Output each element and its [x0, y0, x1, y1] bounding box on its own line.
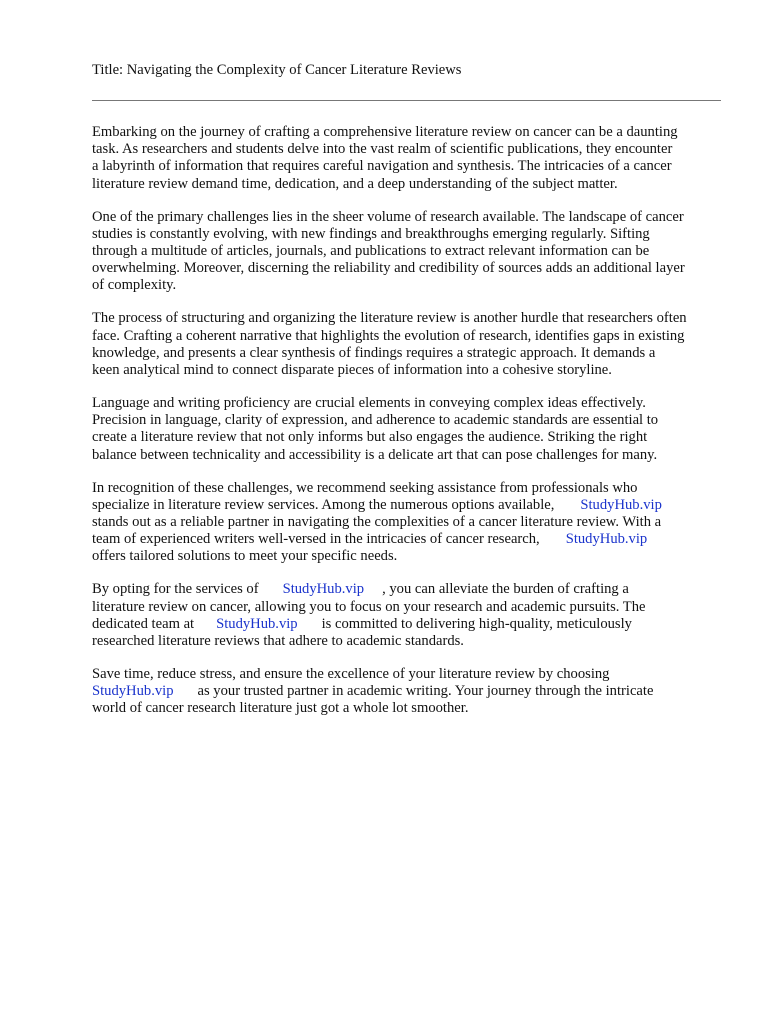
paragraph-line: Language and writing proficiency are crucial elements in conveying complex ideas effectively.	[92, 395, 646, 412]
paragraph-line-with-link	[92, 683, 728, 700]
paragraph-line: Save time, reduce stress, and ensure the excellence of your literature review by choosing	[92, 666, 610, 683]
paragraph-2	[92, 209, 728, 295]
paragraph-line: world of cancer research literature just got a whole lot smoother.	[92, 700, 469, 717]
studyhub-link[interactable]: StudyHub.vip	[92, 683, 174, 700]
paragraph-line: literature review demand time, dedication, and a deep understanding of the subject matter.	[92, 175, 618, 192]
paragraph-line: Embarking on the journey of crafting a comprehensive literature review on cancer can be a daunting	[92, 124, 678, 140]
studyhub-link[interactable]: StudyHub.vip	[580, 496, 662, 513]
paragraph-text: , you can alleviate the burden of crafting a	[382, 581, 629, 598]
paragraph-text: dedicated team at	[92, 615, 195, 632]
paragraph-text: team of experienced writers well-versed in the intricacies of cancer research,	[92, 531, 540, 548]
paragraph-line: offers tailored solutions to meet your specific needs.	[92, 548, 398, 565]
paragraph-line: of complexity.	[92, 277, 177, 294]
paragraph-line: The process of structuring and organizing the literature review is another hurdle that researchers often	[92, 310, 687, 327]
studyhub-link[interactable]: StudyHub.vip	[216, 615, 298, 632]
paragraph-text: specialize in literature review services. Among the numerous options available,	[92, 496, 555, 513]
paragraph-line: overwhelming. Moreover, discerning the reliability and credibility of sources adds an additional layer	[92, 260, 685, 277]
document-body	[92, 124, 728, 733]
paragraph-line: researched literature reviews that adhere to academic standards.	[92, 633, 464, 650]
paragraph-line-with-link	[92, 616, 728, 633]
paragraph-6	[92, 581, 728, 650]
paragraph-line: balance between technicality and accessibility is a delicate art that can pose challenges for many.	[92, 446, 658, 463]
title-divider	[92, 100, 721, 101]
paragraph-line-with-link	[92, 531, 728, 548]
paragraph-line: One of the primary challenges lies in the sheer volume of research available. The landscape of cancer	[92, 208, 684, 225]
paragraph-3	[92, 310, 728, 379]
document-title: Title: Navigating the Complexity of Cancer Literature Reviews	[92, 62, 462, 78]
paragraph-line-with-link	[92, 497, 728, 514]
studyhub-link[interactable]: StudyHub.vip	[565, 531, 648, 548]
paragraph-text: as your trusted partner in academic writing. Your journey through the intricate	[197, 683, 654, 700]
paragraph-text: By opting for the services of	[92, 581, 259, 598]
paragraph-line: In recognition of these challenges, we recommend seeking assistance from professionals who	[92, 479, 638, 496]
paragraph-line: knowledge, and presents a clear synthesis of findings requires a strategic approach. It demands a	[92, 344, 656, 361]
paragraph-line: studies is constantly evolving, with new findings and breakthroughs emerging regularly. Sifting	[92, 225, 650, 242]
paragraph-line: create a literature review that not only informs but also engages the audience. Striking the right	[92, 429, 648, 446]
paragraph-line: task. As researchers and students delve into the vast realm of scientific publications, they encounter	[92, 141, 673, 158]
paragraph-line: a labyrinth of information that requires careful navigation and synthesis. The intricacies of a cancer	[92, 158, 672, 175]
paragraph-line-with-link	[92, 581, 728, 598]
paragraph-line: keen analytical mind to connect disparate pieces of information into a cohesive storyline.	[92, 362, 612, 379]
paragraph-line: literature review on cancer, allowing you to focus on your research and academic pursuits. The	[92, 598, 646, 615]
studyhub-link[interactable]: StudyHub.vip	[282, 581, 365, 598]
paragraph-text: is committed to delivering high-quality, meticulously	[321, 615, 632, 632]
paragraph-line: face. Crafting a coherent narrative that highlights the evolution of research, identifies gaps in existing	[92, 327, 685, 344]
paragraph-line: stands out as a reliable partner in navigating the complexities of a cancer literature review. With a	[92, 514, 662, 531]
paragraph-7	[92, 666, 728, 718]
paragraph-line: through a multitude of articles, journals, and publications to extract relevant information can be	[92, 243, 650, 260]
paragraph-4	[92, 395, 728, 464]
paragraph-line: Precision in language, clarity of expression, and adherence to academic standards are essential to	[92, 412, 659, 429]
paragraph-5	[92, 480, 728, 566]
paragraph-1	[92, 124, 728, 193]
